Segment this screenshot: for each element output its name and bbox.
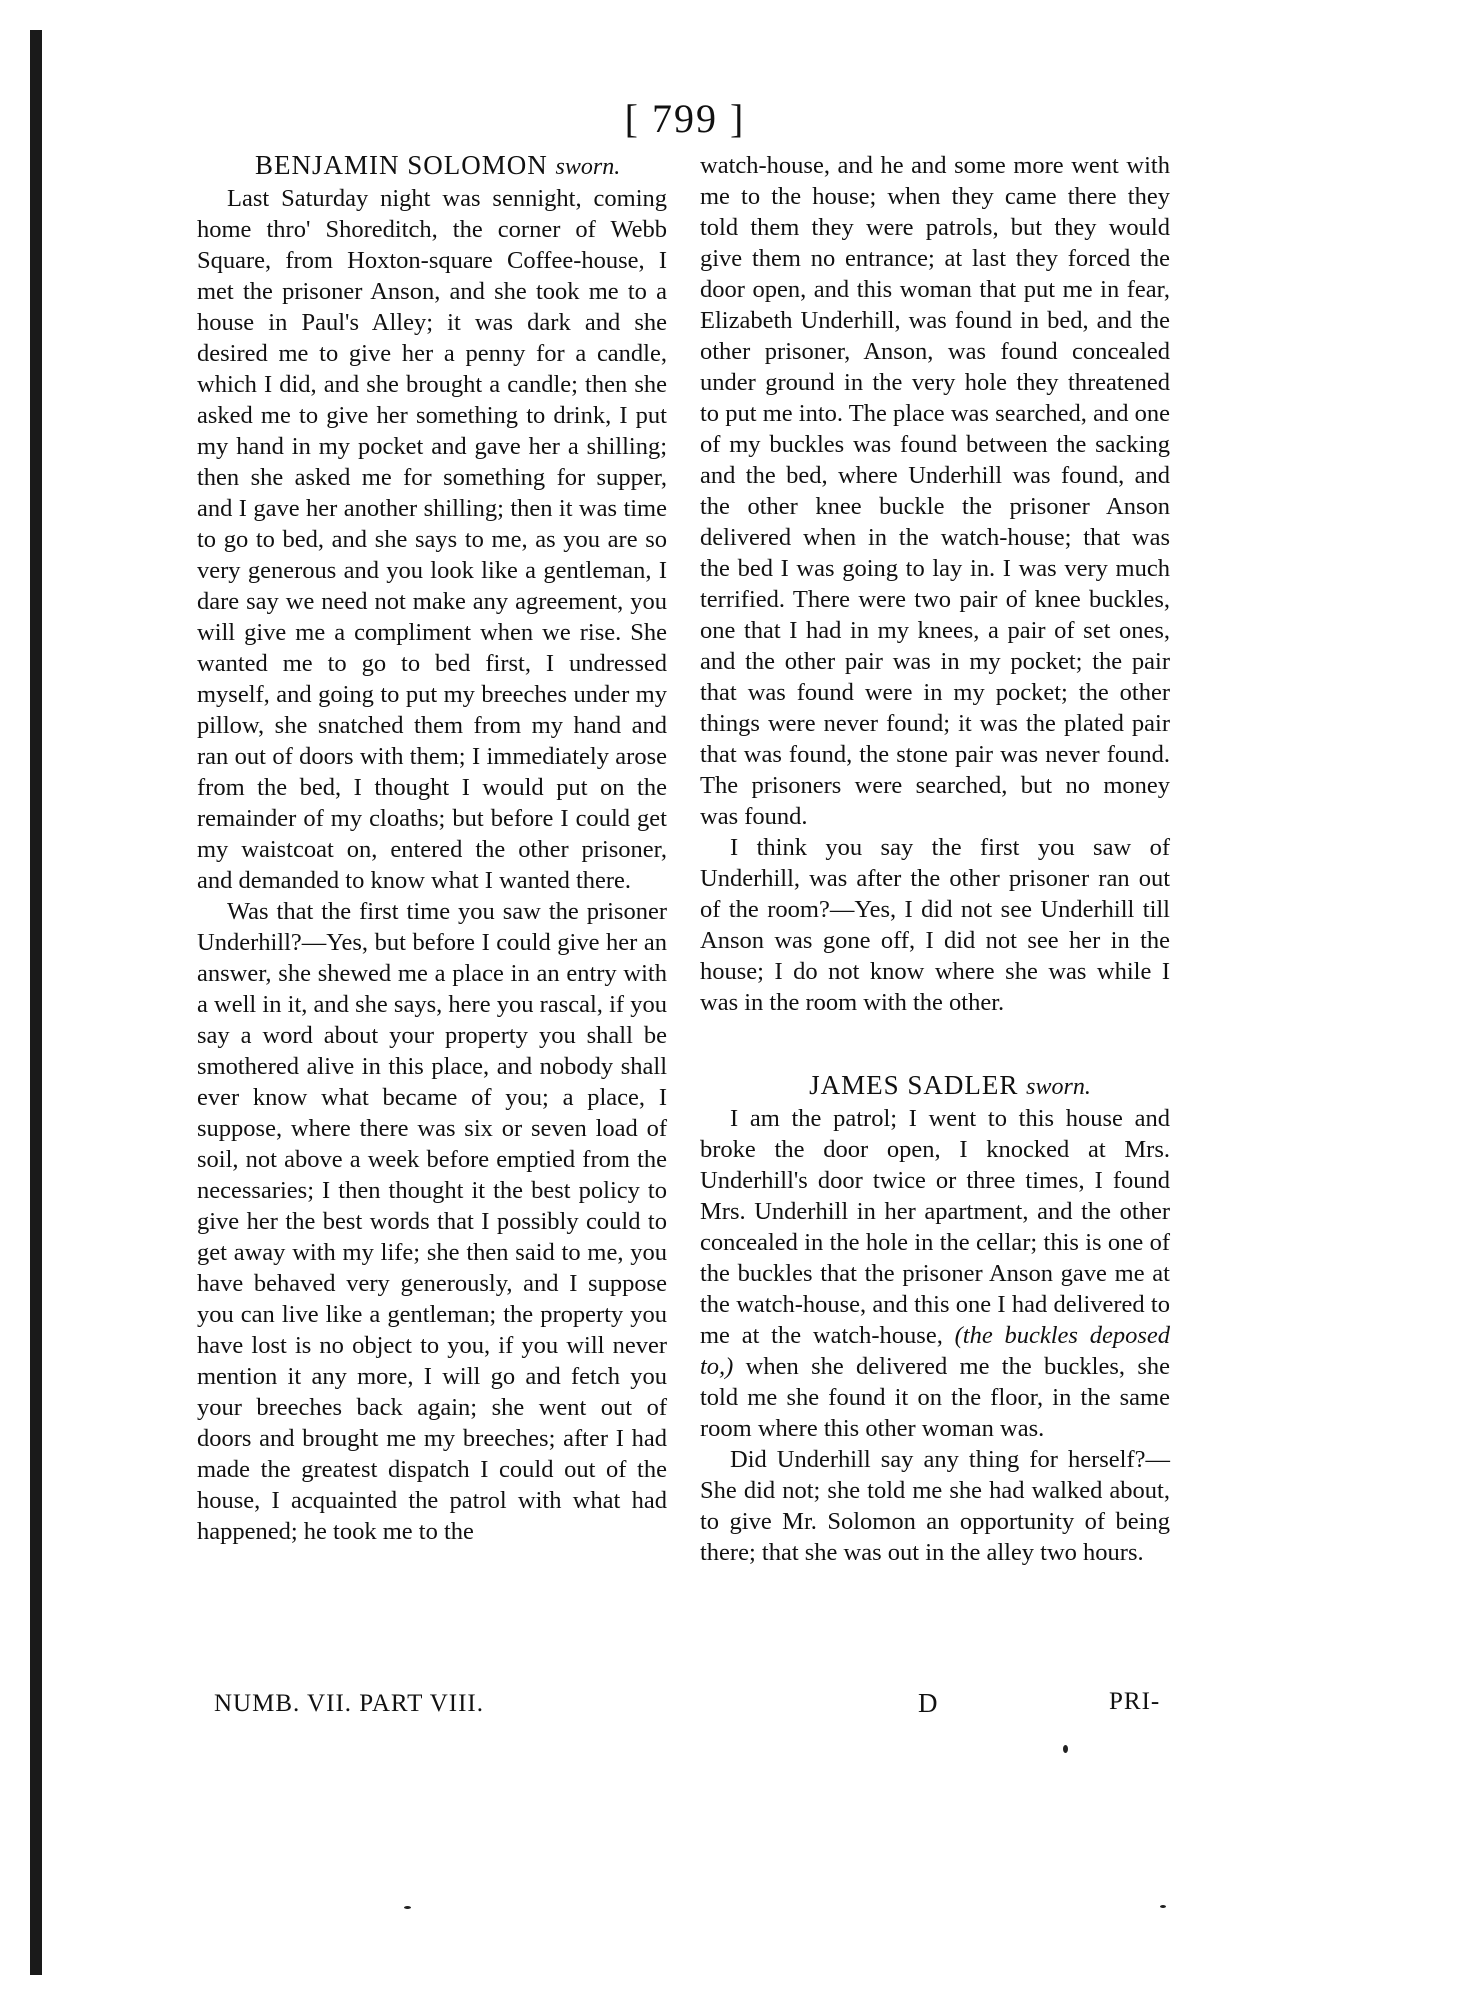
witness-heading-solomon: [197, 150, 667, 183]
page-number: [ 799 ]: [624, 96, 746, 141]
binding-edge: [30, 30, 42, 1975]
deposition-note: (the buckles deposed to,): [700, 1322, 1171, 1380]
testimony-paragraph: I think you say the first you saw of Underhill, was after the other prisoner ran out of the room?—Yes, I did not see Underhill till Anson was gone off, I did not see her in the house; I do not know where she was while I was in the room with the other.: [700, 834, 1170, 1016]
witness-name: BENJAMIN SOLOMON: [255, 150, 548, 180]
testimony-paragraph: Last Saturday night was sennight, coming home thro' Shoreditch, the corner of Webb Square, from Hoxton-square Coffee-house, I met the prisoner Anson, and she took me to a house in Paul's Alley; it was dark and she desired me to give her a penny for a candle, which I did, and she brought a candle; then she asked me to give her something to drink, I put my hand in my pocket and gave her a shilling; then she asked me for something for supper, and I gave her another shilling; then it was time to go to bed, and she says to me, as you are so very generous and you look like a gentleman, I dare say we need not make any agreement, you will give me a compliment when we rise. She wanted me to go to bed first, I undressed myself, and going to put my breeches under my pillow, she snatched them from my hand and ran out of doors with them; I immediately arose from the bed, I thought I would put on the remainder of my cloaths; but before I could get my waistcoat on, entered the other prisoner, and demanded to know what I wanted there.: [197, 185, 667, 894]
sworn-label: sworn.: [555, 154, 621, 180]
signature-mark: D: [918, 1688, 938, 1718]
ink-speck: [404, 1906, 411, 1909]
testimony-paragraph: Was that the first time you saw the prisoner Underhill?—Yes, but before I could give her an answer, she shewed me a place in an entry with a well in it, and she says, here you rascal, if you say a word about your property you shall be smothered alive in this place, and nobody shall ever know what became of you; a place, I suppose, where there was six or seven load of soil, not above a week before emptied from the necessaries; I then thought it the best policy to give her the best words that I possibly could to get away with my life; she then said to me, you have behaved very generously, and I suppose you can live like a gentleman; the property you have lost is no object to you, if you will never mention it any more, I will go and fetch you your breeches back again; she went out of doors and brought me my breeches; after I had made the greatest dispatch I could out of the house, I acquainted the patrol with what had happened; he took me to the: [197, 898, 667, 1545]
witness-heading-sadler: [700, 1070, 1170, 1103]
testimony-paragraph: watch-house, and he and some more went with me to the house; when they came there they told them they were patrols, but they would give them no entrance; at last they forced the door open, and this woman that put me in fear, Elizabeth Underhill, was found in bed, and the other prisoner, Anson, was found concealed under ground in the very hole they threatened to put me into. The place was searched, and one of my buckles was found between the sacking and the bed, where Underhill was found, and the other knee buckle the prisoner Anson delivered when in the watch-house; that was the bed I was going to lay in. I was very much terrified. There were two pair of knee buckles, one that I had in my knees, a pair of set ones, and the other pair was in my pocket; the pair that was found were in my pocket; the other things were never found; it was the plated pair that was found, the stone pair was never found. The prisoners were searched, but no money was found.: [700, 152, 1170, 830]
catchword: PRI-: [1109, 1688, 1161, 1715]
part-label: NUMB. VII. PART VIII.: [214, 1690, 484, 1717]
testimony-paragraph: Did Underhill say any thing for herself?—She did not; she told me she had walked about, to give Mr. Solomon an opportunity of being there; that she was out in the alley two hours.: [700, 1446, 1170, 1566]
ink-speck: [1063, 1745, 1068, 1753]
right-column: [700, 150, 1170, 1568]
witness-name: JAMES SADLER: [809, 1070, 1019, 1100]
testimony-text: when she delivered me the buckles, she told me she found it on the floor, in the same room where this other woman was.: [700, 1353, 1170, 1442]
left-column: [197, 150, 667, 1547]
testimony-paragraph: [700, 1103, 1170, 1444]
sworn-label: sworn.: [1026, 1074, 1091, 1100]
ink-speck: [1160, 1905, 1166, 1908]
testimony-text: I am the patrol; I went to this house and broke the door open, I knocked at Mrs. Underhill's door twice or three times, I found Mrs. Underhill in her apartment, and the other concealed in the hole in the cellar; this is one of the buckles that the prisoner Anson gave me at the watch-house, and this one I had delivered to me at the watch-house,: [700, 1105, 1170, 1349]
